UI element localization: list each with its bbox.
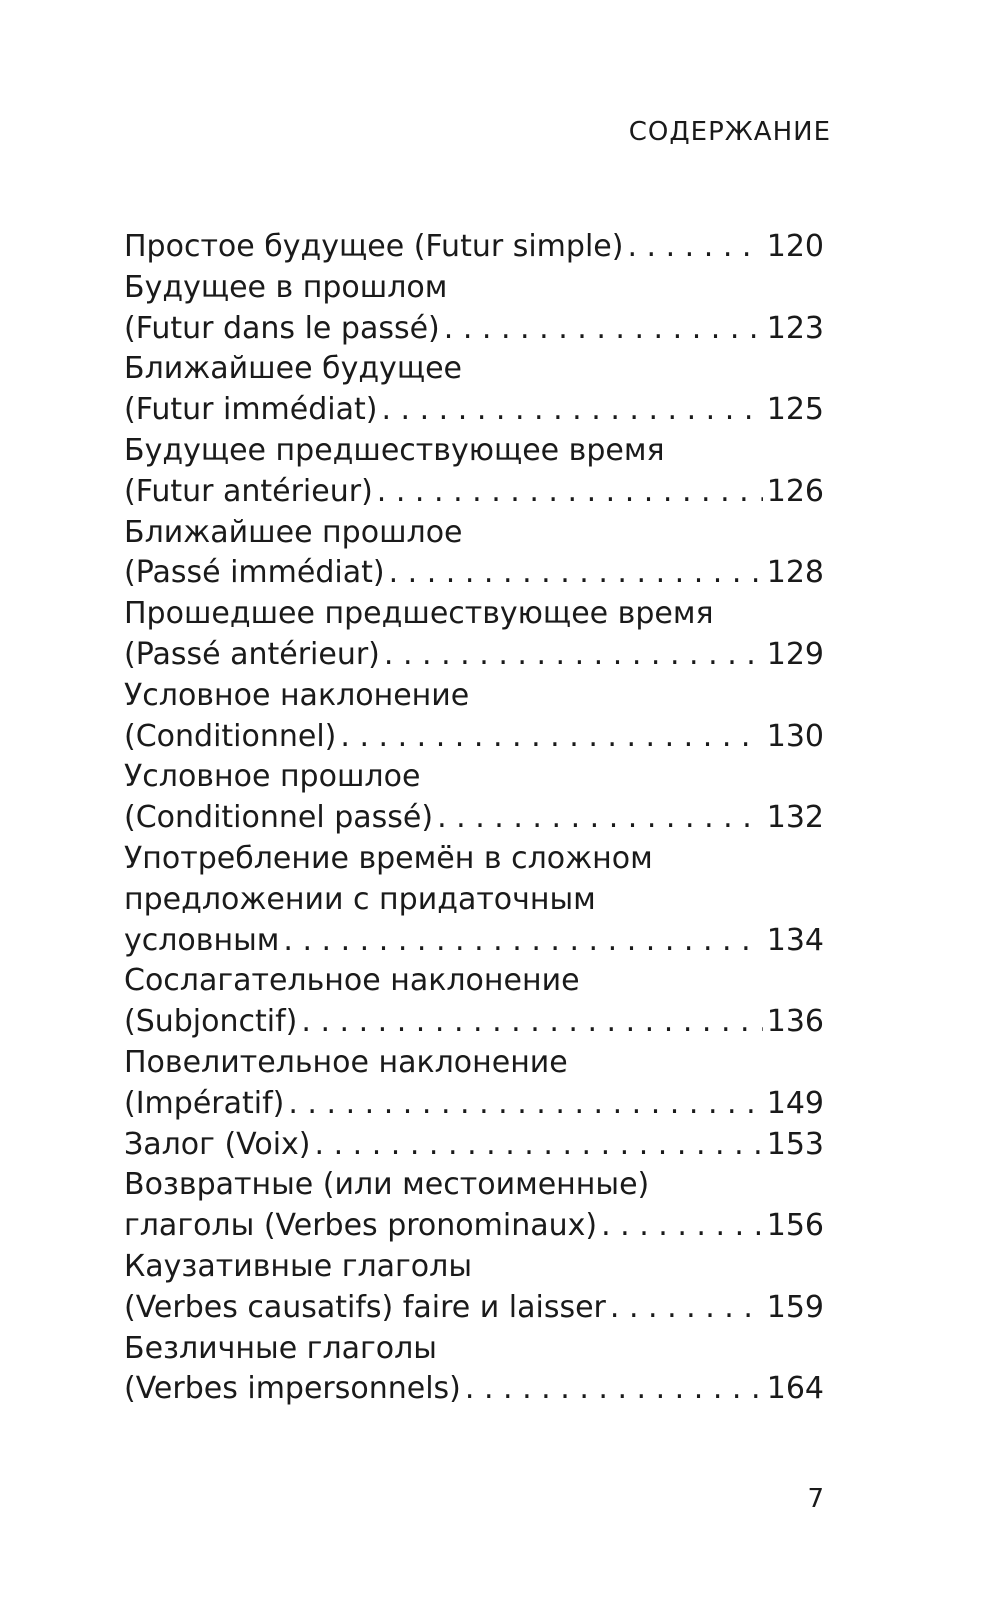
toc-entry-title-line: Условное наклонение: [124, 677, 470, 713]
toc-entry-title-line: Ближайшее будущее: [124, 351, 462, 387]
toc-entry-row: [124, 390, 824, 431]
toc-entry-row: [124, 1288, 824, 1329]
table-of-contents: [124, 227, 824, 1410]
toc-entry-title-line: (Passé immédiat): [124, 555, 385, 591]
toc-entry-title-line: (Futur antérieur): [124, 473, 373, 509]
toc-entry-page-number: 153: [766, 1126, 824, 1162]
toc-entry-page-number: 164: [766, 1371, 824, 1407]
toc-entry-title-line: Будущее предшествующее время: [124, 432, 665, 468]
toc-entry-row: [124, 1206, 824, 1247]
toc-entry-page-number: 129: [766, 636, 824, 672]
toc-entry-title-line: (Conditionnel): [124, 718, 337, 754]
dot-leader: [389, 553, 763, 594]
toc-entry-title-line: Прошедшее предшествующее время: [124, 596, 714, 632]
toc-entry-title-line: (Futur immédiat): [124, 392, 378, 428]
toc-entry: [124, 268, 824, 350]
dot-leader: [601, 1206, 763, 1247]
toc-entry-title-line: (Impératif): [124, 1085, 285, 1121]
toc-entry-row: [124, 472, 824, 513]
toc-entry-page-number: 126: [766, 473, 824, 509]
dot-leader: [288, 1084, 762, 1125]
dot-leader: [315, 1125, 763, 1166]
toc-entry-row: [124, 635, 824, 676]
running-header: СОДЕРЖАНИЕ: [628, 117, 831, 147]
toc-entry: [124, 676, 824, 758]
toc-entry-title-line: Безличные глаголы: [124, 1330, 437, 1366]
toc-entry-title-line: глаголы (Verbes pronominaux): [124, 1208, 598, 1244]
toc-entry-title-line: Возвратные (или местоименные): [124, 1167, 650, 1203]
toc-entry-page-number: 132: [766, 800, 824, 836]
toc-entry: [124, 594, 824, 676]
toc-entry: [124, 513, 824, 595]
toc-entry-row: [124, 309, 824, 350]
toc-entry-row: [124, 553, 824, 594]
toc-entry: [124, 1247, 824, 1329]
toc-entry-page-number: 123: [766, 310, 824, 346]
toc-entry: [124, 1165, 824, 1247]
dot-leader: [381, 390, 762, 431]
toc-entry-title-line: (Subjonctif): [124, 1004, 298, 1040]
toc-entry-page-number: 136: [766, 1004, 824, 1040]
toc-entry-title-line: условным: [124, 922, 280, 958]
toc-entry-title-line: (Futur dans le passé): [124, 310, 440, 346]
toc-entry-title-line: Каузативные глаголы: [124, 1248, 473, 1284]
toc-entry-page-number: 149: [766, 1085, 824, 1121]
toc-entry-title-line: Сослагательное наклонение: [124, 963, 580, 999]
page-number: 7: [807, 1484, 824, 1514]
dot-leader: [283, 921, 762, 962]
toc-entry-row: [124, 227, 824, 268]
dot-leader: [437, 798, 763, 839]
toc-entry-row: [124, 1369, 824, 1410]
dot-leader: [340, 717, 762, 758]
toc-entry-page-number: 130: [766, 718, 824, 754]
toc-entry-title-line: (Verbes impersonnels): [124, 1371, 461, 1407]
toc-entry: [124, 1043, 824, 1125]
toc-entry: [124, 349, 824, 431]
toc-entry: [124, 227, 824, 268]
toc-entry-page-number: 134: [766, 922, 824, 958]
dot-leader: [384, 635, 763, 676]
toc-entry-page-number: 156: [766, 1208, 824, 1244]
toc-entry: [124, 961, 824, 1043]
toc-entry-page-number: 120: [766, 229, 824, 264]
toc-entry-title-line: Употребление времён в сложном: [124, 840, 653, 876]
dot-leader: [444, 309, 763, 350]
toc-entry-row: [124, 1125, 824, 1166]
toc-entry-title-line: предложении с придаточным: [124, 881, 596, 917]
toc-entry: [124, 1329, 824, 1411]
toc-entry-row: [124, 798, 824, 839]
toc-entry: [124, 1125, 824, 1166]
dot-leader: [377, 472, 763, 513]
dot-leader: [465, 1369, 763, 1410]
toc-entry-title-line: Залог (Voix): [124, 1126, 311, 1162]
toc-entry-title-line: Повелительное наклонение: [124, 1044, 568, 1080]
toc-entry-row: [124, 1084, 824, 1125]
dot-leader: [627, 227, 762, 268]
toc-entry-page-number: 128: [766, 555, 824, 591]
toc-entry-row: [124, 921, 824, 962]
toc-entry-page-number: 159: [766, 1289, 824, 1325]
toc-entry-title-line: Будущее в прошлом: [124, 269, 448, 305]
toc-entry-title-line: Простое будущее (Futur simple): [124, 229, 624, 264]
toc-entry: [124, 431, 824, 513]
toc-entry-page-number: 125: [766, 392, 824, 428]
toc-entry-title-line: (Verbes causatifs) faire и laisser: [124, 1289, 606, 1325]
toc-entry-row: [124, 717, 824, 758]
toc-entry-title-line: (Conditionnel passé): [124, 800, 434, 836]
toc-entry: [124, 757, 824, 839]
dot-leader: [610, 1288, 763, 1329]
toc-entry-title-line: (Passé antérieur): [124, 636, 380, 672]
toc-entry-title-line: Условное прошлое: [124, 759, 421, 795]
toc-entry-title-line: Ближайшее прошлое: [124, 514, 463, 550]
toc-entry-row: [124, 1002, 824, 1043]
toc-entry: [124, 839, 824, 961]
dot-leader: [301, 1002, 762, 1043]
